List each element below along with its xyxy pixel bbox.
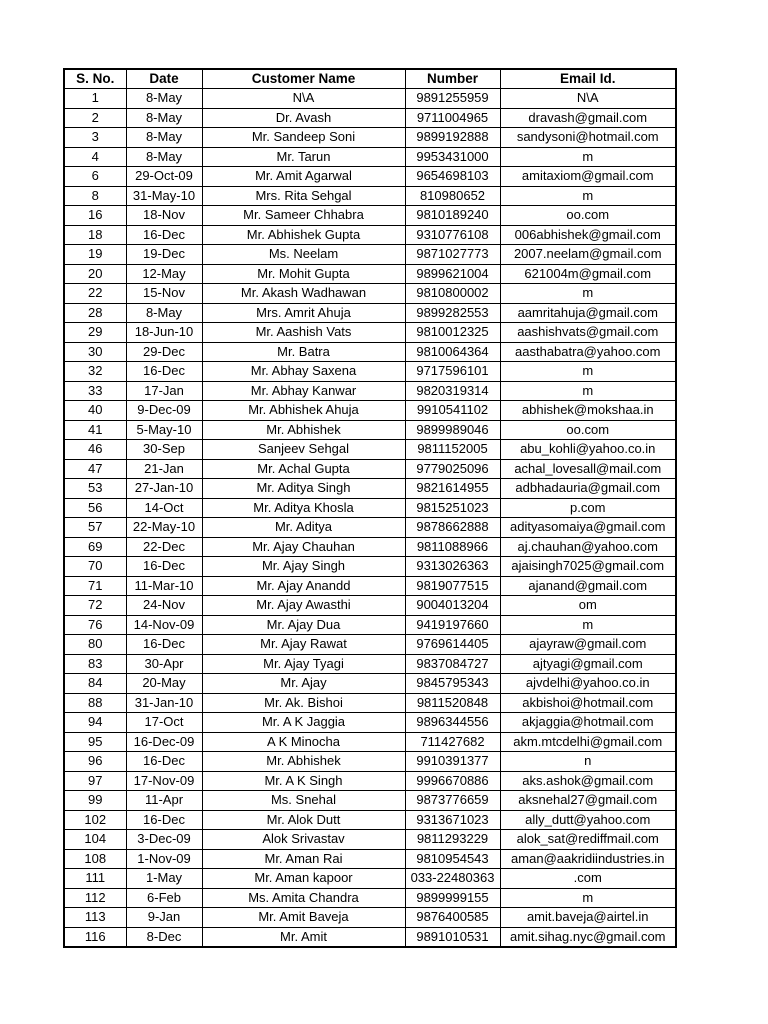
table-row — [64, 108, 676, 128]
cell-customer-name: Mr. Abhishek Gupta — [202, 225, 405, 245]
cell-email: 006abhishek@gmail.com — [500, 225, 676, 245]
cell-number: 9899989046 — [405, 420, 500, 440]
cell-customer-name: Mr. Abhay Saxena — [202, 362, 405, 382]
cell-sno: 94 — [64, 713, 126, 733]
cell-customer-name: Mr. Ajay Tyagi — [202, 654, 405, 674]
cell-number: 711427682 — [405, 732, 500, 752]
table-row — [64, 206, 676, 226]
table-row — [64, 186, 676, 206]
table-row — [64, 420, 676, 440]
table-row — [64, 732, 676, 752]
cell-email: adityasomaiya@gmail.com — [500, 518, 676, 538]
table-row — [64, 303, 676, 323]
cell-email: abhishek@mokshaa.in — [500, 401, 676, 421]
table-row — [64, 557, 676, 577]
cell-sno: 88 — [64, 693, 126, 713]
cell-customer-name: Mr. Aman kapoor — [202, 869, 405, 889]
cell-number: 9811088966 — [405, 537, 500, 557]
table-row — [64, 440, 676, 460]
cell-sno: 29 — [64, 323, 126, 343]
cell-date: 8-Dec — [126, 927, 202, 947]
cell-date: 24-Nov — [126, 596, 202, 616]
cell-date: 27-Jan-10 — [126, 479, 202, 499]
cell-date: 21-Jan — [126, 459, 202, 479]
cell-date: 30-Sep — [126, 440, 202, 460]
table-row — [64, 362, 676, 382]
cell-sno: 95 — [64, 732, 126, 752]
cell-sno: 8 — [64, 186, 126, 206]
cell-email: sandysoni@hotmail.com — [500, 128, 676, 148]
cell-customer-name: Mr. Ajay Dua — [202, 615, 405, 635]
cell-email: adbhadauria@gmail.com — [500, 479, 676, 499]
cell-customer-name: Ms. Neelam — [202, 245, 405, 265]
cell-number: 9910541102 — [405, 401, 500, 421]
cell-sno: 57 — [64, 518, 126, 538]
cell-date: 14-Oct — [126, 498, 202, 518]
cell-sno: 116 — [64, 927, 126, 947]
cell-number: 9810954543 — [405, 849, 500, 869]
cell-email: amit.baveja@airtel.in — [500, 908, 676, 928]
cell-number: 9779025096 — [405, 459, 500, 479]
cell-number: 9810064364 — [405, 342, 500, 362]
cell-date: 8-May — [126, 89, 202, 109]
cell-customer-name: Mr. Ak. Bishoi — [202, 693, 405, 713]
cell-date: 16-Dec — [126, 635, 202, 655]
table-row — [64, 518, 676, 538]
cell-date: 8-May — [126, 128, 202, 148]
cell-sno: 113 — [64, 908, 126, 928]
cell-number: 9815251023 — [405, 498, 500, 518]
table-row — [64, 459, 676, 479]
cell-email: m — [500, 362, 676, 382]
table-row — [64, 693, 676, 713]
cell-date: 29-Dec — [126, 342, 202, 362]
cell-date: 18-Jun-10 — [126, 323, 202, 343]
cell-sno: 4 — [64, 147, 126, 167]
cell-sno: 28 — [64, 303, 126, 323]
cell-customer-name: Mr. Mohit Gupta — [202, 264, 405, 284]
cell-number: 9654698103 — [405, 167, 500, 187]
cell-number: 9819077515 — [405, 576, 500, 596]
cell-date: 5-May-10 — [126, 420, 202, 440]
cell-date: 16-Dec — [126, 362, 202, 382]
cell-date: 16-Dec — [126, 557, 202, 577]
cell-email: n — [500, 752, 676, 772]
cell-number: 9910391377 — [405, 752, 500, 772]
cell-sno: 69 — [64, 537, 126, 557]
cell-customer-name: Mr. Abhishek Ahuja — [202, 401, 405, 421]
cell-customer-name: Mr. Batra — [202, 342, 405, 362]
cell-number: 9899282553 — [405, 303, 500, 323]
cell-customer-name: Mr. Tarun — [202, 147, 405, 167]
cell-date: 20-May — [126, 674, 202, 694]
cell-customer-name: Mr. Ajay — [202, 674, 405, 694]
table-row — [64, 245, 676, 265]
cell-email: aashishvats@gmail.com — [500, 323, 676, 343]
table-row — [64, 89, 676, 109]
header-row — [64, 69, 676, 89]
cell-sno: 41 — [64, 420, 126, 440]
header-customer-name: Customer Name — [202, 69, 405, 89]
cell-sno: 70 — [64, 557, 126, 577]
cell-email: 621004m@gmail.com — [500, 264, 676, 284]
cell-email: ajayraw@gmail.com — [500, 635, 676, 655]
cell-customer-name: Mr. Ajay Rawat — [202, 635, 405, 655]
table-row — [64, 635, 676, 655]
cell-number: 9310776108 — [405, 225, 500, 245]
cell-sno: 112 — [64, 888, 126, 908]
cell-customer-name: Dr. Avash — [202, 108, 405, 128]
header-number: Number — [405, 69, 500, 89]
cell-sno: 84 — [64, 674, 126, 694]
cell-date: 11-Apr — [126, 791, 202, 811]
cell-date: 16-Dec-09 — [126, 732, 202, 752]
cell-email: akbishoi@hotmail.com — [500, 693, 676, 713]
cell-email: ajvdelhi@yahoo.co.in — [500, 674, 676, 694]
cell-email: N\A — [500, 89, 676, 109]
cell-sno: 22 — [64, 284, 126, 304]
cell-date: 16-Dec — [126, 810, 202, 830]
cell-customer-name: Ms. Snehal — [202, 791, 405, 811]
cell-customer-name: Mr. A K Singh — [202, 771, 405, 791]
table-row — [64, 264, 676, 284]
cell-customer-name: A K Minocha — [202, 732, 405, 752]
cell-customer-name: Mr. Abhay Kanwar — [202, 381, 405, 401]
cell-sno: 99 — [64, 791, 126, 811]
cell-email: amitaxiom@gmail.com — [500, 167, 676, 187]
table-row — [64, 323, 676, 343]
cell-sno: 3 — [64, 128, 126, 148]
cell-number: 9837084727 — [405, 654, 500, 674]
cell-number: 9896344556 — [405, 713, 500, 733]
table-row — [64, 342, 676, 362]
cell-sno: 56 — [64, 498, 126, 518]
cell-number: 9845795343 — [405, 674, 500, 694]
cell-customer-name: Mr. Ajay Awasthi — [202, 596, 405, 616]
cell-number: 033-22480363 — [405, 869, 500, 889]
cell-date: 3-Dec-09 — [126, 830, 202, 850]
cell-email: .com — [500, 869, 676, 889]
cell-number: 9899621004 — [405, 264, 500, 284]
cell-number: 9711004965 — [405, 108, 500, 128]
cell-number: 9313026363 — [405, 557, 500, 577]
cell-sno: 80 — [64, 635, 126, 655]
cell-date: 1-Nov-09 — [126, 849, 202, 869]
cell-date: 19-Dec — [126, 245, 202, 265]
table-row — [64, 908, 676, 928]
cell-sno: 2 — [64, 108, 126, 128]
cell-sno: 32 — [64, 362, 126, 382]
cell-email: m — [500, 381, 676, 401]
table-row — [64, 849, 676, 869]
table-row — [64, 674, 676, 694]
cell-customer-name: N\A — [202, 89, 405, 109]
cell-sno: 16 — [64, 206, 126, 226]
cell-date: 17-Nov-09 — [126, 771, 202, 791]
cell-email: om — [500, 596, 676, 616]
cell-customer-name: Mr. Ajay Chauhan — [202, 537, 405, 557]
cell-number: 9821614955 — [405, 479, 500, 499]
cell-number: 9876400585 — [405, 908, 500, 928]
cell-number: 9810189240 — [405, 206, 500, 226]
table-row — [64, 810, 676, 830]
cell-sno: 33 — [64, 381, 126, 401]
customer-table — [63, 68, 677, 948]
cell-email: amit.sihag.nyc@gmail.com — [500, 927, 676, 947]
cell-email: ajaisingh7025@gmail.com — [500, 557, 676, 577]
cell-customer-name: Mr. Aditya Khosla — [202, 498, 405, 518]
table-row — [64, 537, 676, 557]
cell-date: 6-Feb — [126, 888, 202, 908]
cell-sno: 104 — [64, 830, 126, 850]
cell-date: 1-May — [126, 869, 202, 889]
cell-sno: 102 — [64, 810, 126, 830]
header-email: Email Id. — [500, 69, 676, 89]
cell-number: 9717596101 — [405, 362, 500, 382]
table-row — [64, 888, 676, 908]
table-row — [64, 791, 676, 811]
cell-customer-name: Mr. Ajay Anandd — [202, 576, 405, 596]
cell-number: 9899192888 — [405, 128, 500, 148]
cell-sno: 47 — [64, 459, 126, 479]
cell-sno: 71 — [64, 576, 126, 596]
cell-sno: 30 — [64, 342, 126, 362]
cell-email: ally_dutt@yahoo.com — [500, 810, 676, 830]
cell-date: 8-May — [126, 108, 202, 128]
cell-date: 18-Nov — [126, 206, 202, 226]
table-row — [64, 830, 676, 850]
cell-email: m — [500, 186, 676, 206]
table-row — [64, 401, 676, 421]
cell-customer-name: Mr. A K Jaggia — [202, 713, 405, 733]
cell-sno: 46 — [64, 440, 126, 460]
cell-customer-name: Mrs. Amrit Ahuja — [202, 303, 405, 323]
cell-number: 9811520848 — [405, 693, 500, 713]
table-row — [64, 713, 676, 733]
cell-number: 9810800002 — [405, 284, 500, 304]
cell-customer-name: Mr. Amit Agarwal — [202, 167, 405, 187]
cell-date: 8-May — [126, 147, 202, 167]
cell-date: 9-Dec-09 — [126, 401, 202, 421]
cell-number: 9810012325 — [405, 323, 500, 343]
cell-date: 30-Apr — [126, 654, 202, 674]
cell-date: 31-Jan-10 — [126, 693, 202, 713]
cell-date: 31-May-10 — [126, 186, 202, 206]
cell-date: 11-Mar-10 — [126, 576, 202, 596]
cell-sno: 83 — [64, 654, 126, 674]
cell-sno: 20 — [64, 264, 126, 284]
cell-email: ajtyagi@gmail.com — [500, 654, 676, 674]
cell-date: 16-Dec — [126, 752, 202, 772]
cell-customer-name: Mr. Aditya Singh — [202, 479, 405, 499]
cell-email: m — [500, 147, 676, 167]
cell-number: 9996670886 — [405, 771, 500, 791]
cell-email: oo.com — [500, 420, 676, 440]
table-row — [64, 498, 676, 518]
cell-number: 9769614405 — [405, 635, 500, 655]
cell-customer-name: Mr. Aditya — [202, 518, 405, 538]
cell-customer-name: Mr. Alok Dutt — [202, 810, 405, 830]
table-row — [64, 381, 676, 401]
cell-number: 9891255959 — [405, 89, 500, 109]
table-row — [64, 771, 676, 791]
cell-email: dravash@gmail.com — [500, 108, 676, 128]
cell-date: 22-Dec — [126, 537, 202, 557]
cell-customer-name: Ms. Amita Chandra — [202, 888, 405, 908]
cell-customer-name: Sanjeev Sehgal — [202, 440, 405, 460]
header-date: Date — [126, 69, 202, 89]
cell-number: 9004013204 — [405, 596, 500, 616]
cell-sno: 18 — [64, 225, 126, 245]
cell-customer-name: Mr. Aman Rai — [202, 849, 405, 869]
cell-date: 17-Jan — [126, 381, 202, 401]
cell-date: 9-Jan — [126, 908, 202, 928]
cell-email: akm.mtcdelhi@gmail.com — [500, 732, 676, 752]
table-row — [64, 576, 676, 596]
cell-email: 2007.neelam@gmail.com — [500, 245, 676, 265]
table-row — [64, 284, 676, 304]
cell-email: m — [500, 284, 676, 304]
cell-date: 15-Nov — [126, 284, 202, 304]
cell-customer-name: Mrs. Rita Sehgal — [202, 186, 405, 206]
cell-email: m — [500, 888, 676, 908]
cell-date: 8-May — [126, 303, 202, 323]
cell-number: 9878662888 — [405, 518, 500, 538]
cell-number: 9811152005 — [405, 440, 500, 460]
table-row — [64, 596, 676, 616]
cell-sno: 19 — [64, 245, 126, 265]
cell-number: 9899999155 — [405, 888, 500, 908]
cell-sno: 97 — [64, 771, 126, 791]
cell-customer-name: Alok Srivastav — [202, 830, 405, 850]
cell-email: m — [500, 615, 676, 635]
cell-sno: 1 — [64, 89, 126, 109]
cell-email: oo.com — [500, 206, 676, 226]
table-row — [64, 615, 676, 635]
cell-email: p.com — [500, 498, 676, 518]
cell-customer-name: Mr. Abhishek — [202, 752, 405, 772]
cell-sno: 111 — [64, 869, 126, 889]
cell-number: 9891010531 — [405, 927, 500, 947]
header-sno: S. No. — [64, 69, 126, 89]
cell-customer-name: Mr. Amit — [202, 927, 405, 947]
table-row — [64, 927, 676, 947]
table-row — [64, 752, 676, 772]
cell-email: aks.ashok@gmail.com — [500, 771, 676, 791]
cell-date: 14-Nov-09 — [126, 615, 202, 635]
cell-customer-name: Mr. Amit Baveja — [202, 908, 405, 928]
cell-customer-name: Mr. Akash Wadhawan — [202, 284, 405, 304]
cell-email: alok_sat@rediffmail.com — [500, 830, 676, 850]
table-row — [64, 654, 676, 674]
cell-email: achal_lovesall@mail.com — [500, 459, 676, 479]
cell-date: 22-May-10 — [126, 518, 202, 538]
cell-email: aj.chauhan@yahoo.com — [500, 537, 676, 557]
cell-date: 29-Oct-09 — [126, 167, 202, 187]
cell-date: 12-May — [126, 264, 202, 284]
cell-customer-name: Mr. Achal Gupta — [202, 459, 405, 479]
table-row — [64, 869, 676, 889]
cell-sno: 72 — [64, 596, 126, 616]
cell-sno: 76 — [64, 615, 126, 635]
cell-email: aksnehal27@gmail.com — [500, 791, 676, 811]
cell-customer-name: Mr. Sandeep Soni — [202, 128, 405, 148]
cell-number: 9953431000 — [405, 147, 500, 167]
cell-date: 16-Dec — [126, 225, 202, 245]
cell-customer-name: Mr. Ajay Singh — [202, 557, 405, 577]
table-row — [64, 225, 676, 245]
cell-email: aasthabatra@yahoo.com — [500, 342, 676, 362]
cell-number: 810980652 — [405, 186, 500, 206]
cell-customer-name: Mr. Aashish Vats — [202, 323, 405, 343]
cell-number: 9871027773 — [405, 245, 500, 265]
cell-date: 17-Oct — [126, 713, 202, 733]
table-row — [64, 147, 676, 167]
table-body — [64, 89, 676, 948]
cell-sno: 108 — [64, 849, 126, 869]
cell-sno: 6 — [64, 167, 126, 187]
cell-number: 9811293229 — [405, 830, 500, 850]
cell-email: ajanand@gmail.com — [500, 576, 676, 596]
cell-email: abu_kohli@yahoo.co.in — [500, 440, 676, 460]
cell-number: 9419197660 — [405, 615, 500, 635]
cell-number: 9313671023 — [405, 810, 500, 830]
cell-email: akjaggia@hotmail.com — [500, 713, 676, 733]
cell-sno: 53 — [64, 479, 126, 499]
cell-sno: 40 — [64, 401, 126, 421]
cell-email: aamritahuja@gmail.com — [500, 303, 676, 323]
cell-email: aman@aakridiindustries.in — [500, 849, 676, 869]
cell-number: 9873776659 — [405, 791, 500, 811]
table-row — [64, 479, 676, 499]
table-row — [64, 167, 676, 187]
cell-customer-name: Mr. Abhishek — [202, 420, 405, 440]
table-row — [64, 128, 676, 148]
cell-number: 9820319314 — [405, 381, 500, 401]
cell-customer-name: Mr. Sameer Chhabra — [202, 206, 405, 226]
cell-sno: 96 — [64, 752, 126, 772]
